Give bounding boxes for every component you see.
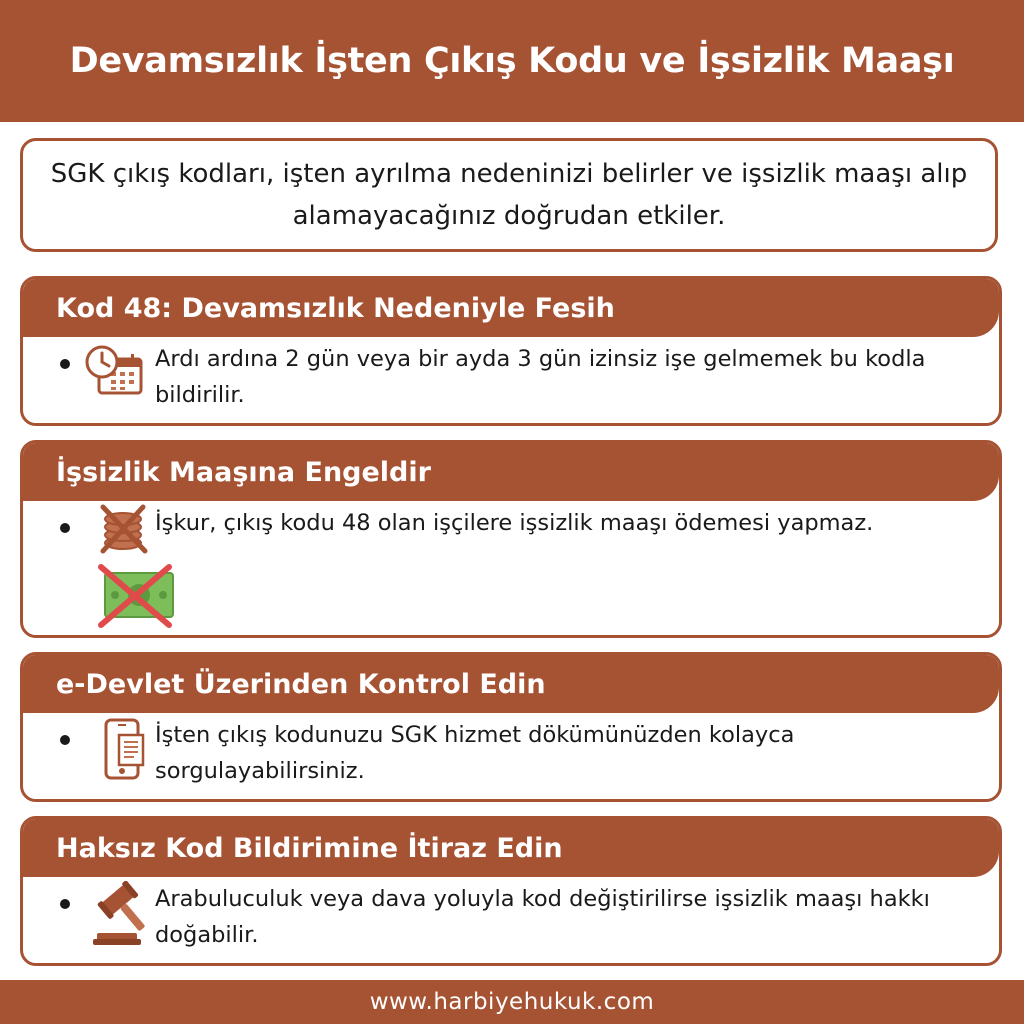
section-text: İşkur, çıkış kodu 48 olan işçilere işsizlik maaşı ödemesi yapmaz. bbox=[155, 510, 874, 536]
section-body bbox=[23, 337, 999, 423]
bullet-point bbox=[60, 899, 70, 909]
footer-banner bbox=[0, 980, 1024, 1024]
section-card-edevlet bbox=[20, 652, 1002, 802]
gavel-icon bbox=[91, 881, 153, 951]
section-text: İşten çıkış kodunuzu SGK hizmet dökümünüzden kolayca sorgulayabilirsiniz. bbox=[155, 722, 795, 784]
section-header bbox=[23, 655, 999, 713]
bullet-point bbox=[60, 523, 70, 533]
section-card-unemployment bbox=[20, 440, 1002, 638]
intro-box bbox=[20, 138, 998, 252]
section-body bbox=[23, 877, 999, 963]
section-body bbox=[23, 501, 999, 635]
section-card-objection bbox=[20, 816, 1002, 966]
phone-document-icon bbox=[103, 717, 147, 787]
bullet-point bbox=[60, 735, 70, 745]
section-title: e-Devlet Üzerinden Kontrol Edin bbox=[56, 668, 546, 700]
section-header bbox=[23, 819, 999, 877]
section-header bbox=[23, 443, 999, 501]
clock-calendar-icon bbox=[85, 345, 147, 403]
header-banner bbox=[0, 0, 1024, 122]
intro-text: SGK çıkış kodları, işten ayrılma nedeninizi belirler ve işsizlik maaşı alıp alamayacağınız doğrudan etkiler. bbox=[50, 159, 968, 231]
section-title: Kod 48: Devamsızlık Nedeniyle Fesih bbox=[56, 292, 615, 324]
website-link[interactable]: www.harbiyehukuk.com bbox=[369, 989, 655, 1015]
section-body bbox=[23, 713, 999, 799]
bullet-point bbox=[60, 359, 70, 369]
section-card-code-48 bbox=[20, 276, 1002, 426]
section-text: Arabuluculuk veya dava yoluyla kod değiştirilirse işsizlik maaşı hakkı doğabilir. bbox=[155, 886, 930, 948]
page-title: Devamsızlık İşten Çıkış Kodu ve İşsizlik Maaşı bbox=[69, 41, 955, 81]
section-text: Ardı ardına 2 gün veya bir ayda 3 gün izinsiz işe gelmemek bu kodla bildirilir. bbox=[155, 346, 926, 408]
section-header bbox=[23, 279, 999, 337]
section-title: İşsizlik Maaşına Engeldir bbox=[56, 456, 431, 488]
section-title: Haksız Kod Bildirimine İtiraz Edin bbox=[56, 832, 563, 864]
